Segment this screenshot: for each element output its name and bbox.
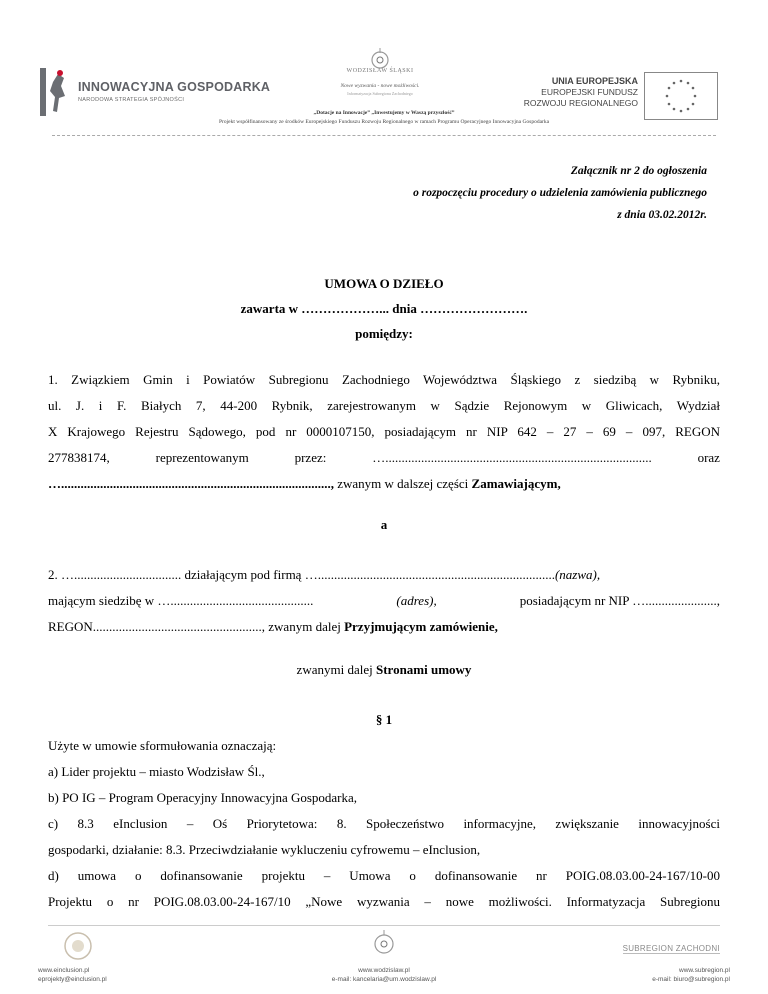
party-2-line-1 — [48, 562, 720, 588]
party-1-called-text: zwanym w dalszej części — [334, 476, 472, 491]
party-1-line-5 — [48, 471, 720, 497]
party-2-regon-text: REGON...................................................., zwanym dalej — [48, 619, 345, 634]
definition-a: a) Lider projektu – miasto Wodzisław Śl., — [48, 764, 265, 779]
definition-d-line-1: d) umowa o dofinansowanie projektu – Umowa o dofinansowanie nr POIG.08.03.00-24-167/10-00 — [48, 868, 720, 883]
concluded-in-line: zawarta w ………………... dnia ……………………. — [240, 301, 528, 316]
wodzislaw-crest-icon — [365, 48, 395, 70]
wodzislaw-slogan-sub: Informatyzacja Subregionu Zachodniego — [347, 91, 413, 96]
party-1-name-blank: …..................................................................................., — [48, 476, 334, 491]
ig-subtitle: NARODOWA STRATEGIA SPÓJNOŚCI — [78, 97, 185, 103]
definition-b: b) PO IG – Program Operacyjny Innowacyjna Gospodarka, — [48, 790, 358, 805]
przyjmujacy-term: Przyjmującym zamówienie, — [344, 619, 498, 634]
party-2-name-hint: (nazwa), — [554, 567, 601, 582]
annex-note — [413, 160, 707, 226]
einclusion-url: www.einclusion.pl — [38, 967, 90, 974]
party-1-paragraph — [48, 367, 720, 497]
party-2-paragraph — [48, 562, 720, 640]
party-2-firm-text: 2. …................................. działającym pod firmą …......................................................................... — [48, 567, 555, 582]
eu-fund-text — [524, 76, 638, 109]
ig-figure-icon — [40, 68, 72, 116]
eu-line-1: UNIA EUROPEJSKA — [551, 76, 638, 86]
document-title: UMOWA O DZIEŁO — [324, 276, 444, 291]
and-label: oraz — [697, 450, 720, 465]
einclusion-logo-icon — [58, 930, 98, 962]
wodzislaw-logo — [320, 48, 440, 110]
projekt-cofinanced-note: Projekt współfinansowany ze środków Europejskiego Funduszu Rozwoju Regionalnego w ramach Programu Operacyjnego Innowacyjna Gospodarka — [218, 119, 550, 125]
strony-term: Stronami umowy — [375, 662, 472, 677]
party-1-line-4 — [48, 445, 720, 471]
party-2-line-2 — [48, 588, 720, 614]
parties-called-text: zwanymi dalej — [296, 662, 376, 677]
party-1-line-1: 1. Związkiem Gmin i Powiatów Subregionu Zachodniego Województwa Śląskiego z siedzibą w Rybniku, — [48, 372, 720, 387]
wodzislaw-email: e-mail: kancelaria@um.wodzislaw.pl — [331, 976, 437, 983]
represented-label: reprezentowanym — [155, 450, 249, 465]
header-divider — [52, 135, 716, 136]
party-2-address-hint: (adres), — [396, 593, 437, 608]
zamawiajacy-term: Zamawiającym, — [471, 476, 561, 491]
party-2-seat-text: mającym siedzibę w …............................................ — [48, 593, 314, 608]
subregion-url: www.subregion.pl — [679, 967, 730, 974]
eu-line-3: ROZWOJU REGIONALNEGO — [523, 98, 638, 108]
annex-line-2: o rozpoczęciu procedury o udzielenia zamówienia publicznego — [413, 187, 707, 199]
subregion-email: e-mail: biuro@subregion.pl — [652, 976, 730, 983]
party-1-line-3: X Krajowego Rejestru Sądowego, pod nr 0000107150, posiadającym nr NIP 642 – 27 – 69 – 097, REGON — [48, 424, 720, 439]
party-1-line-2: ul. J. i F. Białych 7, 44-200 Rybnik, zarejestrowanym w Sądzie Rejonowym w Gliwicach, Wydział — [48, 398, 720, 413]
definitions-intro: Użyte w umowie sformułowania oznaczają: — [48, 738, 277, 753]
annex-line-3: z dnia 03.02.2012r. — [617, 209, 707, 221]
party-2-line-3 — [48, 614, 720, 640]
ig-title: INNOWACYJNA GOSPODARKA — [78, 80, 271, 94]
definition-c-line-1: c) 8.3 eInclusion – Oś Priorytetowa: 8. Społeczeństwo informacyjne, zwiększanie innowacyjności — [48, 816, 720, 831]
definition-c-line-2: gospodarki, działanie: 8.3. Przeciwdziałanie wykluczeniu cyfrowemu – eInclusion, — [48, 842, 481, 857]
definition-d-line-2: Projektu o nr POIG.08.03.00-24-167/10 „Nowe wyzwania – nowe możliwości. Informatyzacja Subregionu — [48, 894, 720, 909]
footer-right — [652, 966, 730, 984]
section-1-heading: § 1 — [375, 712, 393, 727]
parties-line — [0, 662, 768, 678]
annex-line-1: Załącznik nr 2 do ogłoszenia — [570, 165, 707, 177]
footer-divider — [48, 925, 720, 926]
eu-line-2: EUROPEJSKI FUNDUSZ — [541, 87, 638, 97]
and-separator: a — [380, 517, 388, 532]
representative-blank: ….................................................................................. — [372, 450, 652, 465]
between-label: pomiędzy: — [355, 326, 413, 341]
by-label: przez: — [294, 450, 327, 465]
definitions-list — [48, 733, 720, 915]
einclusion-email: eprojekty@einclusion.pl — [38, 976, 107, 983]
party-2-nip-text: posiadającym nr NIP …......................, — [519, 593, 720, 608]
wodzislaw-slogan: Nowe wyzwania - nowe możliwości. — [340, 83, 420, 89]
wodzislaw-name: WODZISŁAW ŚLĄSKI — [346, 68, 414, 74]
wodzislaw-footer-crest-icon — [366, 930, 402, 960]
subregion-logo: SUBREGION ZACHODNI — [622, 944, 720, 953]
dotacja-slogan: „Dotacje na Innowacje” „Inwestujemy w Waszą przyszłość” — [313, 110, 455, 116]
wodzislaw-url: www.wodzislaw.pl — [358, 967, 410, 974]
regon-number: 277838174, — [48, 450, 110, 465]
